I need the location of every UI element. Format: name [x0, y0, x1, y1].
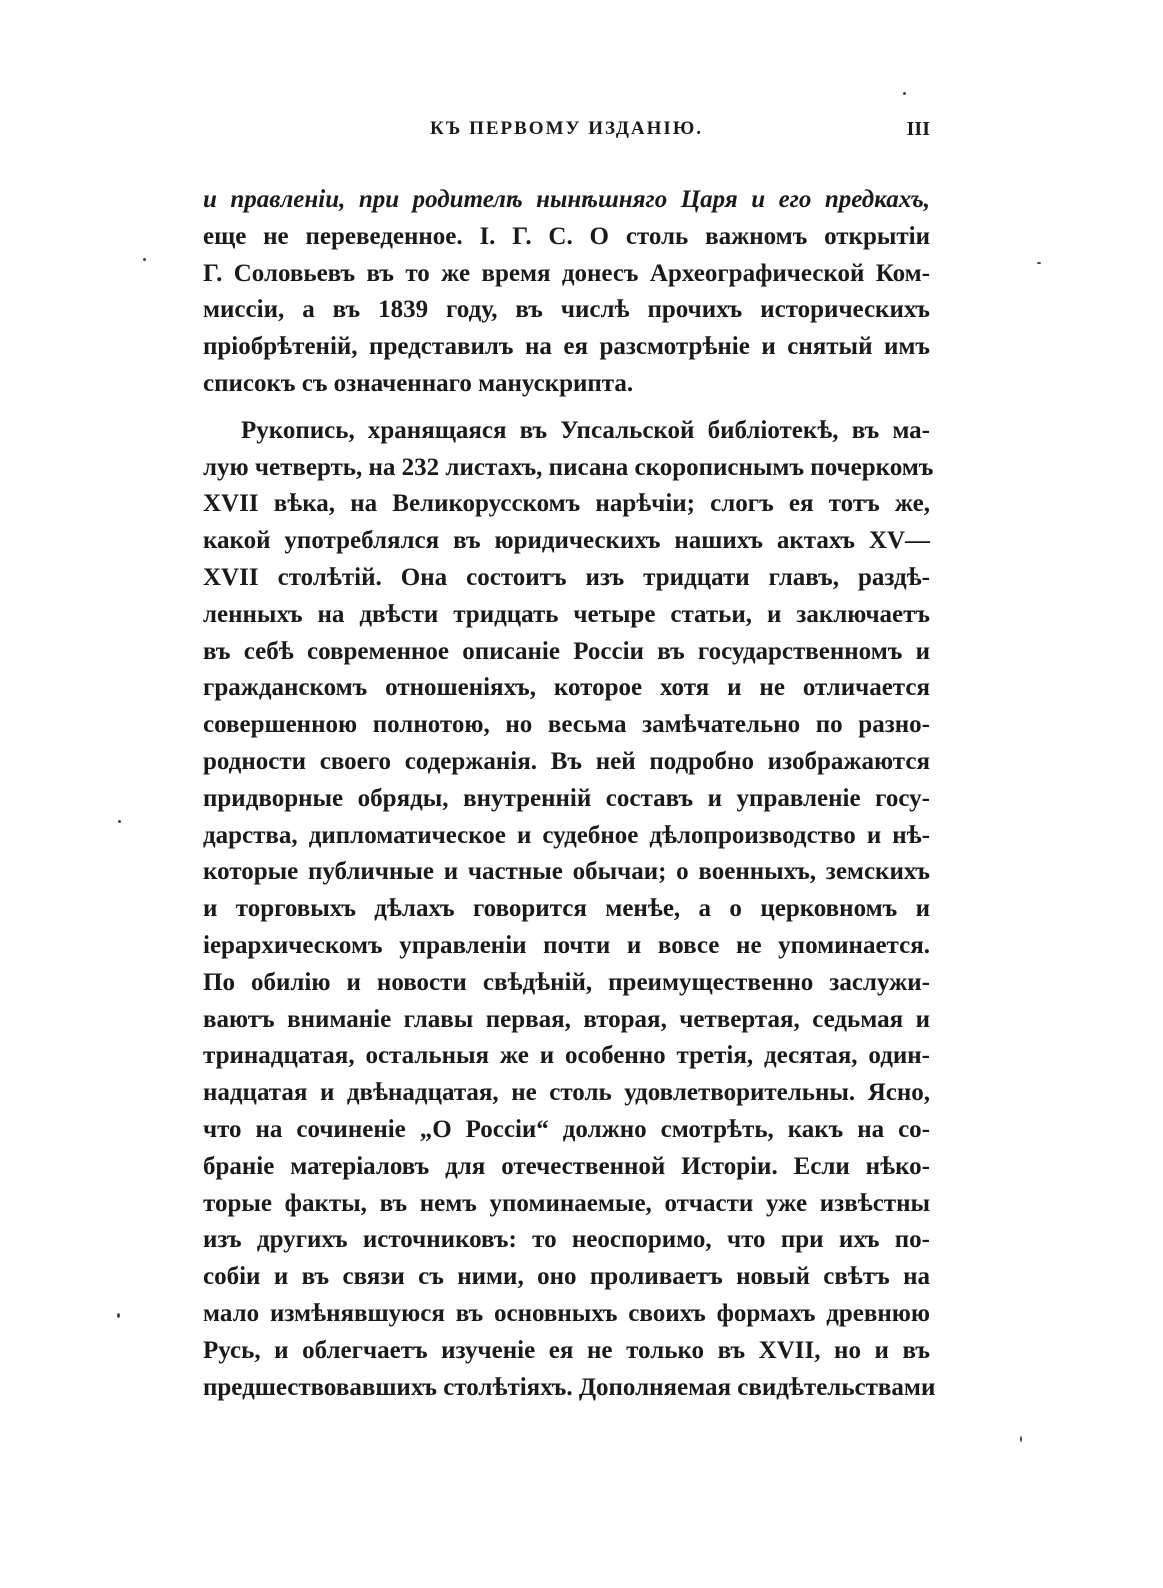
scan-speck	[1020, 1436, 1022, 1442]
scan-speck	[118, 820, 121, 823]
text-line: что на сочиненіе „О Россіи“ должно смотрѣть, какъ на со-	[203, 1115, 930, 1143]
text-line: списокъ съ означеннаго манускрипта.	[203, 369, 634, 397]
page-number: III	[906, 118, 930, 140]
text-line: пріобрѣтеній, представилъ на ея разсмотрѣніе и снятый имъ	[203, 333, 930, 361]
running-title: КЪ ПЕРВОМУ ИЗДАНІЮ.	[430, 118, 703, 139]
text-line: Рукопись, хранящаяся въ Упсальской библіотекѣ, въ ма-	[241, 416, 930, 444]
text-line: Русь, и облегчаетъ изученіе ея не только въ XVII, но и въ	[203, 1336, 930, 1364]
text-line: изъ другихъ источниковъ: то неоспоримо, что при ихъ по-	[203, 1226, 930, 1254]
text-line: и торговыхъ дѣлахъ говорится менѣе, а о церковномъ и	[203, 895, 930, 923]
scan-speck	[903, 92, 906, 95]
paragraph-2	[203, 413, 936, 1407]
text-line: ваютъ вниманіе главы первая, вторая, четвертая, седьмая и	[203, 1005, 930, 1033]
text-line: тринадцатая, остальныя же и особенно третія, десятая, один-	[203, 1042, 930, 1070]
text-line: іерархическомъ управленіи почти и вовсе не упоминается.	[203, 931, 930, 959]
text-line: XVII столѣтій. Она состоитъ изъ тридцати главъ, раздѣ-	[203, 563, 930, 591]
text-line: лую четверть, на 232 листахъ, писана скорописнымъ почеркомъ	[203, 453, 934, 481]
running-head	[203, 118, 930, 148]
text-line: торые факты, въ немъ упоминаемые, отчасти уже извѣстны	[203, 1189, 930, 1217]
text-line: въ себѣ современное описаніе Россіи въ государственномъ и	[203, 637, 930, 665]
text-line: родности своего содержанія. Въ ней подробно изображаются	[203, 747, 930, 775]
text-line: дарства, дипломатическое и судебное дѣлопроизводство и нѣ-	[203, 821, 930, 849]
text-line: какой употреблялся въ юридическихъ нашихъ актахъ XV—	[203, 527, 930, 555]
text-line: надцатая и двѣнадцатая, не столь удовлетворительны. Ясно,	[203, 1079, 930, 1107]
text-line: совершенною полнотою, но весьма замѣчательно по разно-	[203, 711, 930, 739]
text-line: По обилію и новости свѣдѣній, преимущественно заслужи-	[203, 968, 930, 996]
paragraph-1	[203, 182, 930, 403]
text-line: ленныхъ на двѣсти тридцать четыре статьи, и заключаетъ	[203, 600, 930, 628]
text-line: придворные обряды, внутренній составъ и управленіе госу-	[203, 784, 930, 812]
scan-speck	[143, 258, 146, 261]
text-line: и правленіи, при родителѣ нынѣшняго Царя и его предкахъ,	[203, 186, 930, 213]
scan-speck	[117, 1313, 120, 1318]
text-line: собіи и въ связи съ ними, оно проливаетъ новый свѣтъ на	[203, 1263, 930, 1291]
text-line: миссіи, а въ 1839 году, въ числѣ прочихъ историческихъ	[203, 296, 930, 324]
text-line: которые публичные и частные обычаи; о военныхъ, земскихъ	[203, 858, 930, 886]
text-line: предшествовавшихъ столѣтіяхъ. Дополняемая свидѣтельствами	[203, 1373, 936, 1401]
text-line: Г. Соловьевъ въ то же время донесъ Археографической Ком-	[203, 259, 930, 287]
scan-speck	[1037, 262, 1041, 264]
body-text	[203, 182, 936, 1406]
text-line: еще не переведенное. І. Г. С. О столь важномъ открытіи	[203, 222, 930, 250]
text-line: XVII вѣка, на Великорусскомъ нарѣчіи; слогъ ея тотъ же,	[203, 490, 930, 518]
text-line: мало измѣнявшуюся въ основныхъ своихъ формахъ древнюю	[203, 1299, 930, 1327]
text-line: браніе матеріаловъ для отечественной Исторіи. Если нѣко-	[203, 1152, 930, 1180]
text-line: гражданскомъ отношеніяхъ, которое хотя и не отличается	[203, 674, 930, 702]
